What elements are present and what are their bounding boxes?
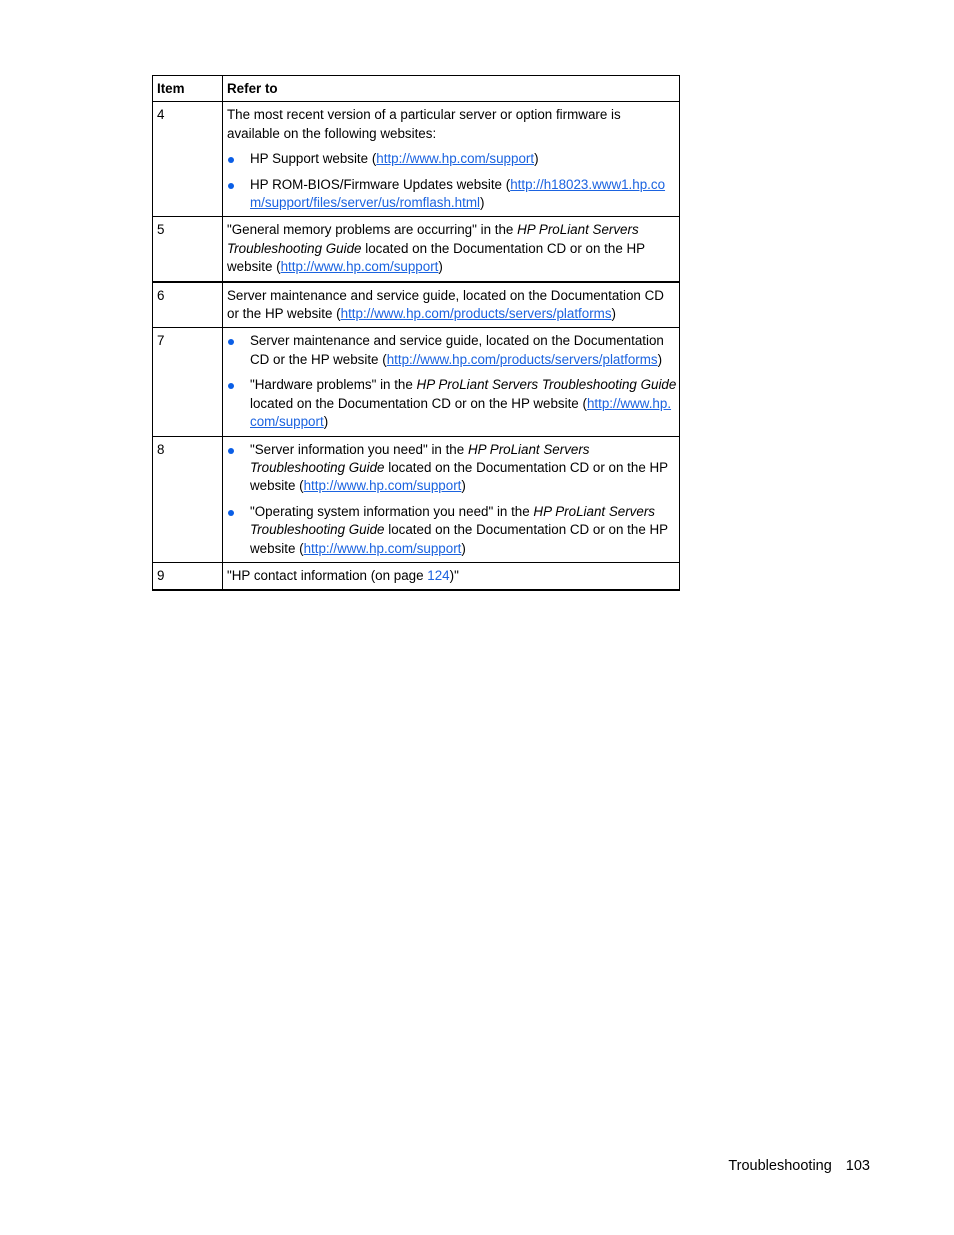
- hp-platforms-link[interactable]: http://www.hp.com/products/servers/platforms: [340, 306, 612, 322]
- hp-support-link[interactable]: http://www.hp.com/support: [280, 259, 439, 275]
- refer-to-cell: "General memory problems are occurring" in the HP ProLiant Servers Troubleshooting Guide located on the Documentation CD or on the HP website (http://www.hp.com/support): [223, 217, 680, 282]
- guide-title: HP ProLiant Servers Troubleshooting Guide: [250, 503, 655, 538]
- page-number: 103: [845, 1158, 870, 1174]
- table-header-row: [153, 76, 680, 102]
- bullet-list: [227, 150, 677, 212]
- romflash-link[interactable]: http://h18023.www1.hp.com/support/files/server/us/romflash.html: [250, 176, 666, 211]
- table-row: [153, 217, 680, 282]
- column-header-item: Item: [153, 76, 223, 102]
- refer-to-cell: [223, 436, 680, 562]
- footer-section-title: Troubleshooting: [728, 1158, 832, 1174]
- item-number: 8: [153, 436, 223, 562]
- hp-support-link[interactable]: http://www.hp.com/support: [250, 395, 672, 430]
- guide-title: HP ProLiant Servers Troubleshooting Guide: [250, 441, 590, 475]
- table-row: [153, 436, 680, 562]
- list-item: HP ROM-BIOS/Firmware Updates website (http://h18023.www1.hp.com/support/files/server/us/romflash.html): [227, 176, 677, 213]
- table-row: [153, 562, 680, 590]
- hp-support-link[interactable]: http://www.hp.com/support: [376, 151, 535, 167]
- page-reference-link[interactable]: 124: [427, 567, 450, 583]
- bullet-icon: [228, 157, 234, 163]
- bullet-icon: [228, 183, 234, 189]
- hp-platforms-link[interactable]: http://www.hp.com/products/servers/platforms: [386, 351, 658, 367]
- bullet-icon: [228, 510, 234, 516]
- list-item: "Operating system information you need" in the HP ProLiant Servers Troubleshooting Guide located on the Documentation CD or on the HP website (http://www.hp.com/support): [227, 503, 677, 558]
- list-item: Server maintenance and service guide, located on the Documentation CD or the HP website (http://www.hp.com/products/servers/platforms): [227, 332, 677, 369]
- item-number: 4: [153, 102, 223, 217]
- guide-title: HP ProLiant Servers Troubleshooting Guide: [416, 377, 677, 393]
- bullet-list: [227, 441, 677, 558]
- list-item: HP Support website (http://www.hp.com/support): [227, 150, 677, 168]
- refer-to-cell: Server maintenance and service guide, located on the Documentation CD or the HP website (http://www.hp.com/products/servers/platforms): [223, 282, 680, 328]
- table-row: [153, 282, 680, 328]
- bullet-icon: [228, 339, 234, 345]
- refer-to-cell: [223, 328, 680, 436]
- bullet-icon: [228, 448, 234, 454]
- item-number: 9: [153, 562, 223, 590]
- item-number: 5: [153, 217, 223, 282]
- column-header-refer-to: Refer to: [223, 76, 680, 102]
- hp-support-link[interactable]: http://www.hp.com/support: [303, 540, 462, 556]
- refer-to-cell: "HP contact information (on page 124)": [223, 562, 680, 590]
- reference-table: [152, 75, 680, 591]
- table-row: [153, 328, 680, 436]
- guide-title: HP ProLiant Servers Troubleshooting Guide: [227, 222, 639, 256]
- bullet-icon: [228, 383, 234, 389]
- page-footer: [728, 1158, 870, 1174]
- refer-to-cell: [223, 102, 680, 217]
- paragraph: The most recent version of a particular server or option firmware is available on the following websites:: [227, 107, 621, 141]
- table-row: [153, 102, 680, 217]
- list-item: "Server information you need" in the HP ProLiant Servers Troubleshooting Guide located on the Documentation CD or on the HP website (http://www.hp.com/support): [227, 441, 677, 496]
- item-number: 7: [153, 328, 223, 436]
- hp-support-link[interactable]: http://www.hp.com/support: [303, 478, 462, 494]
- item-number: 6: [153, 282, 223, 328]
- bullet-list: [227, 332, 677, 431]
- list-item: "Hardware problems" in the HP ProLiant Servers Troubleshooting Guide located on the Documentation CD or on the HP website (http://www.hp.com/support): [227, 376, 677, 431]
